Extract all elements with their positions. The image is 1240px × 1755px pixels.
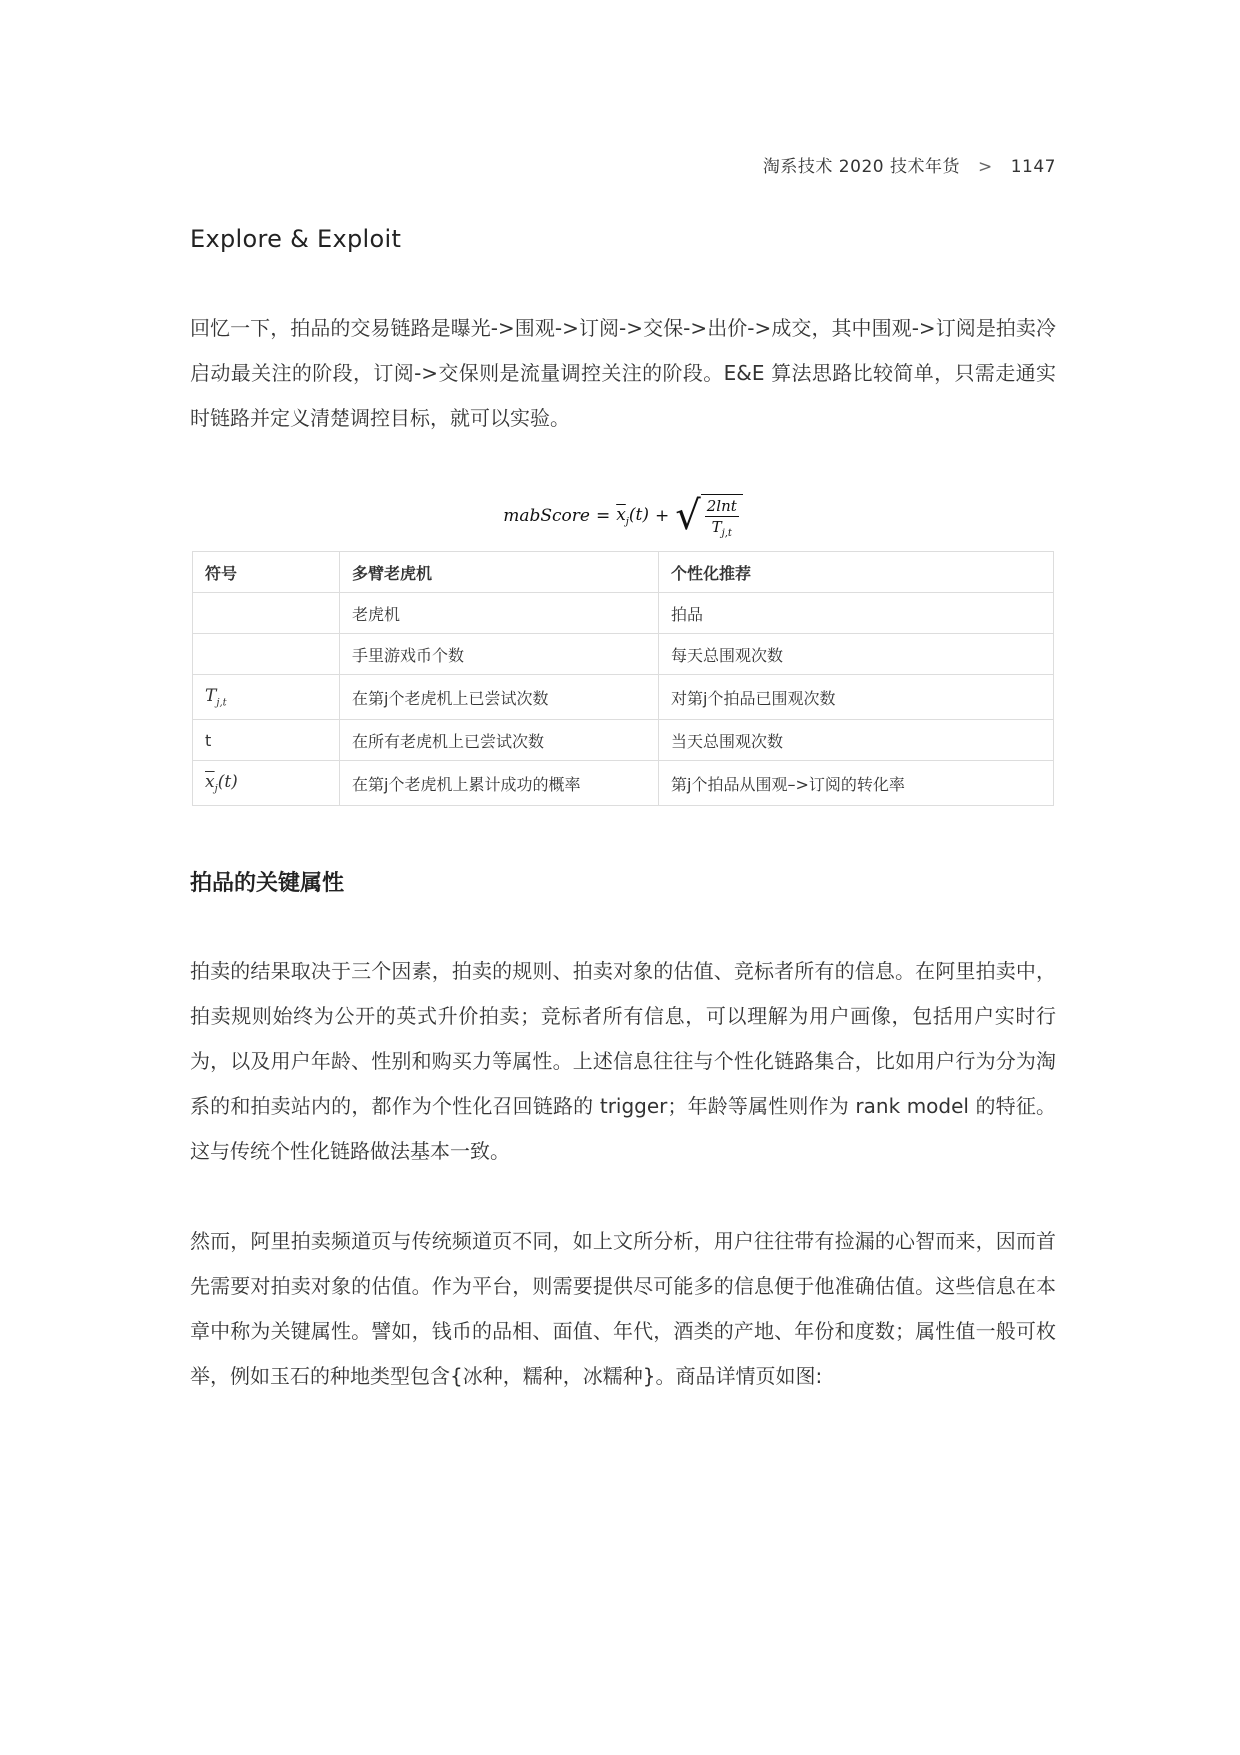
cell-recommend: 对第j个拍品已围观次数 <box>659 675 1054 720</box>
table-row <box>193 634 1054 675</box>
formula-equals: = <box>595 506 611 526</box>
mab-score-formula <box>190 481 1056 551</box>
formula-x-bar: $\overline{x}_j(t)$ <box>616 504 649 528</box>
table-row <box>193 593 1054 634</box>
cell-bandit: 手里游戏币个数 <box>340 634 659 675</box>
cell-symbol <box>193 634 340 675</box>
formula-sqrt: √ $\frac{2\ln t}{T_{j,t}}$ <box>675 494 743 539</box>
header-separator: > <box>977 157 993 177</box>
table-row <box>193 761 1054 806</box>
book-title: 淘系技术 2020 技术年货 <box>762 157 960 177</box>
cell-recommend: 每天总围观次数 <box>659 634 1054 675</box>
cell-recommend: 第j个拍品从围观–>订阅的转化率 <box>659 761 1054 806</box>
section-title-key-attributes: 拍品的关键属性 <box>190 871 345 896</box>
cell-symbol: $\overline{x}_j(t)$ <box>193 761 340 806</box>
formula-plus: + <box>655 506 670 526</box>
formula-numerator: 2lnt <box>706 496 737 515</box>
cell-symbol: $T_{j,t}$ <box>193 675 340 720</box>
table-header-row <box>193 552 1054 593</box>
symbol-mapping-table <box>192 551 1054 806</box>
formula-lhs: mabScore <box>503 506 590 526</box>
key-attributes-paragraph-2: 然而，阿里拍卖频道页与传统频道页不同，如上文所分析，用户往往带有捡漏的心智而来，因而首先需要对拍卖对象的估值。作为平台，则需要提供尽可能多的信息便于他准确估值。这些信息在本章中称为关键属性。譬如，钱币的品相、面值、年代，酒类的产地、年份和度数；属性值一般可枚举，例如玉石的种地类型包含{冰种，糯种，冰糯种}。商品详情页如图: <box>190 1229 1056 1388</box>
table-row <box>193 675 1054 720</box>
cell-bandit: 在第j个老虎机上已尝试次数 <box>340 675 659 720</box>
cell-bandit: 在所有老虎机上已尝试次数 <box>340 720 659 761</box>
cell-symbol <box>193 593 340 634</box>
cell-bandit: 在第j个老虎机上累计成功的概率 <box>340 761 659 806</box>
cell-recommend: 拍品 <box>659 593 1054 634</box>
col-header-symbol: 符号 <box>193 552 340 593</box>
page-number: 1147 <box>1010 157 1056 177</box>
page-content <box>190 225 1056 1399</box>
col-header-recommend: 个性化推荐 <box>659 552 1054 593</box>
key-attributes-paragraph-1: 拍卖的结果取决于三个因素，拍卖的规则、拍卖对象的估值、竞标者所有的信息。在阿里拍卖中，拍卖规则始终为公开的英式升价拍卖；竞标者所有信息，可以理解为用户画像，包括用户实时行为，以及用户年龄、性别和购买力等属性。上述信息往往与个性化链路集合，比如用户行为分为淘系的和拍卖站内的，都作为个性化召回链路的 trigger；年龄等属性则作为 rank model 的特征。这与传统个性化链路做法基本一致。 <box>190 959 1056 1163</box>
col-header-bandit: 多臂老虎机 <box>340 552 659 593</box>
table-row <box>193 720 1054 761</box>
running-header <box>763 152 1056 177</box>
formula-denominator: $T_{j,t}$ <box>711 517 732 539</box>
cell-bandit: 老虎机 <box>340 593 659 634</box>
cell-symbol: t <box>193 720 340 761</box>
cell-recommend: 当天总围观次数 <box>659 720 1054 761</box>
section-title-explore-exploit: Explore & Exploit <box>190 225 402 253</box>
intro-paragraph: 回忆一下，拍品的交易链路是曝光->围观->订阅->交保->出价->成交，其中围观->订阅是拍卖冷启动最关注的阶段，订阅->交保则是流量调控关注的阶段。E&E 算法思路比较简单，只需走通实时链路并定义清楚调控目标，就可以实验。 <box>190 316 1056 430</box>
